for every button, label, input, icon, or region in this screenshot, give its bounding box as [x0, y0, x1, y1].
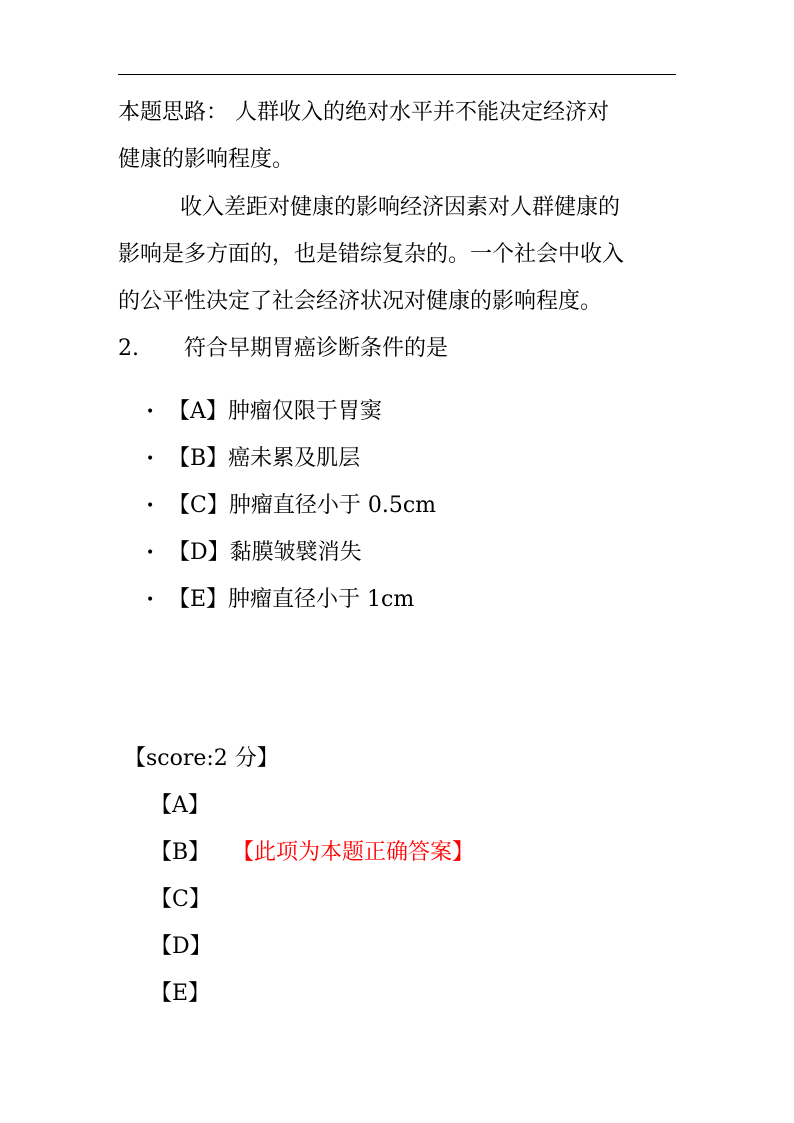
answer-choice-b: 【B】	[150, 840, 211, 865]
explanation-line-1: 本题思路： 人群收入的绝对水平并不能决定经济对	[118, 100, 609, 125]
answer-choice-c: 【C】	[150, 887, 211, 912]
option-d-label: 【D】黏膜皱襞消失	[168, 540, 362, 565]
bullet-icon: •	[146, 592, 155, 608]
option-a	[146, 397, 382, 427]
answer-choice-e: 【E】	[150, 981, 211, 1006]
top-divider	[118, 74, 676, 75]
option-b-label: 【B】癌未累及肌层	[168, 446, 361, 471]
bullet-icon: •	[146, 545, 155, 561]
option-b	[146, 444, 360, 474]
answer-choice-d: 【D】	[150, 934, 212, 959]
option-c-label: 【C】肿瘤直径小于 0.5cm	[168, 493, 436, 518]
option-e-label: 【E】肿瘤直径小于 1cm	[168, 587, 415, 612]
option-c	[146, 491, 436, 521]
explanation-line-2: 健康的影响程度。	[118, 147, 295, 172]
correct-answer-marker: 【此项为本题正确答案】	[232, 840, 475, 865]
explanation-line-4: 影响是多方面的，也是错综复杂的。一个社会中收入	[118, 242, 625, 267]
answer-choice-a: 【A】	[150, 793, 210, 818]
score-label: 【score:2 分】	[124, 746, 279, 771]
option-e	[146, 585, 414, 615]
bullet-icon: •	[146, 451, 155, 467]
bullet-icon: •	[146, 404, 155, 420]
option-a-label: 【A】肿瘤仅限于胃窦	[168, 399, 382, 424]
option-d	[146, 538, 362, 568]
explanation-line-5: 的公平性决定了社会经济状况对健康的影响程度。	[118, 289, 603, 314]
explanation-line-3: 收入差距对健康的影响经济因素对人群健康的	[180, 195, 621, 220]
question-text: 符合早期胃癌诊断条件的是	[184, 336, 449, 361]
bullet-icon: •	[146, 498, 155, 514]
question-number: 2.	[118, 336, 139, 361]
